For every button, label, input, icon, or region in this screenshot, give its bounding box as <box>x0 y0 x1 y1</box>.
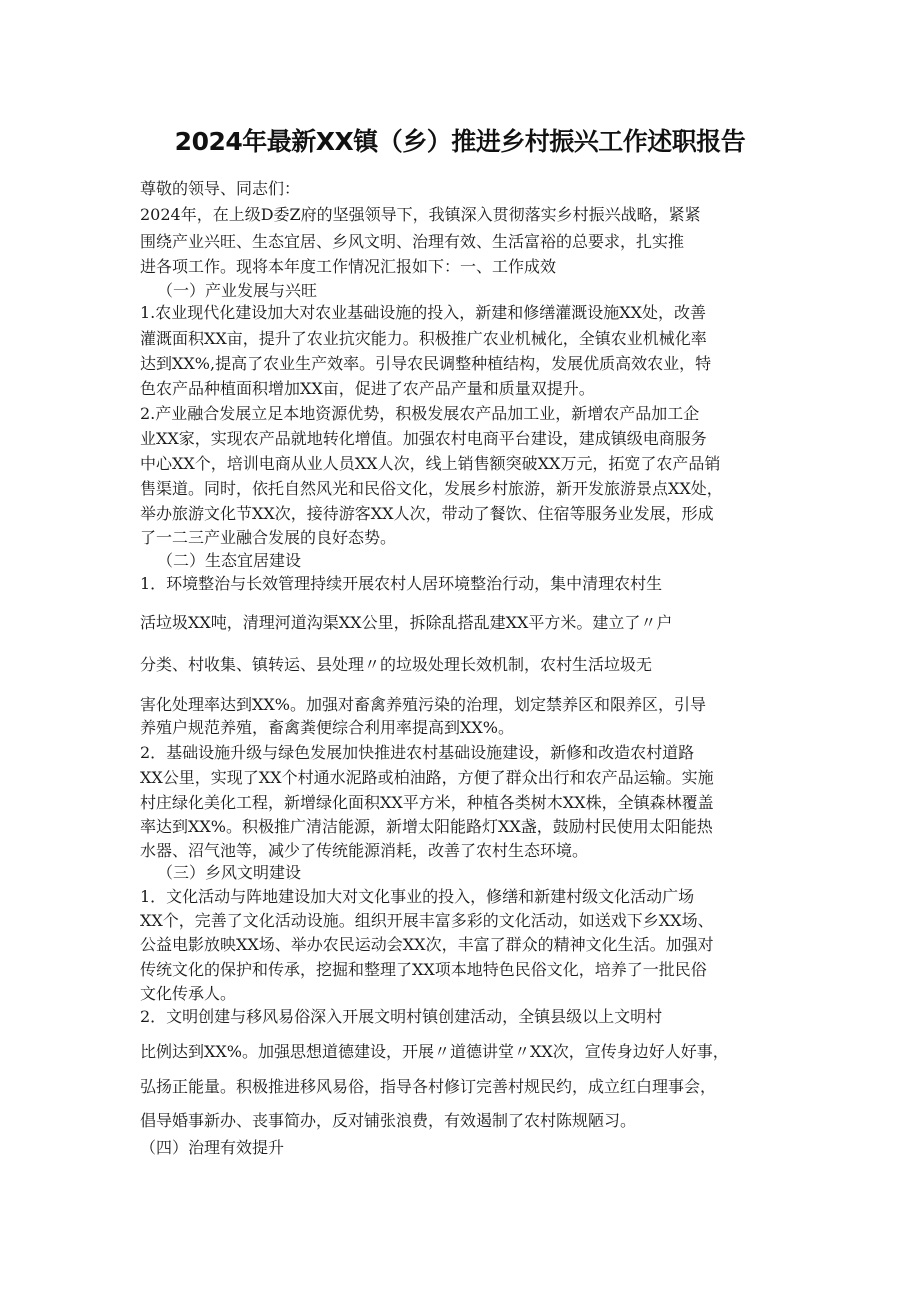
paragraph-line: 1．环境整治与长效管理持续开展农村人居环境整治行动，集中清理农村生 <box>140 574 663 593</box>
paragraph-line: 2024年，在上级D委Z府的坚强领导下，我镇深入贯彻落实乡村振兴战略，紧紧 <box>140 205 701 224</box>
paragraph-line: 害化处理率达到XX%。加强对畜禽养殖污染的治理，划定禁养区和限养区，引导 <box>140 695 706 714</box>
paragraph-line: 色农产品种植面积增加XX亩，促进了农产品产量和质量双提升。 <box>140 379 595 398</box>
paragraph-line: 比例达到XX%。加强思想道德建设，开展〃道德讲堂〃XX次，宣传身边好人好事， <box>140 1042 729 1061</box>
paragraph-line: 弘扬正能量。积极推进移风易俗，指导各村修订完善村规民约，成立红白理事会， <box>140 1077 717 1096</box>
paragraph-line: 养殖户规范养殖，畜禽粪便综合利用率提高到XX%。 <box>140 718 514 737</box>
section-heading: （四）治理有效提升 <box>140 1138 285 1157</box>
paragraph-line: 进各项工作。现将本年度工作情况汇报如下：一、工作成效 <box>140 257 557 276</box>
paragraph-line: 灌溉面积XX亩，提升了农业抗灾能力。积极推广农业机械化，全镇农业机械化率 <box>140 329 707 348</box>
paragraph-line: 举办旅游文化节XX次，接待游客XX人次，带动了餐饮、住宿等服务业发展，形成 <box>140 504 714 523</box>
paragraph-line: 中心XX个，培训电商从业人员XX人次，线上销售额突破XX万元，拓宽了农产品销 <box>140 454 721 473</box>
paragraph-line: 达到XX%,提高了农业生产效率。引导农民调整种植结构，发展优质高效农业，特 <box>140 354 712 373</box>
section-heading: （三）乡风文明建设 <box>157 863 302 882</box>
paragraph-line: 水器、沼气池等，减少了传统能源消耗，改善了农村生态环境。 <box>140 841 589 860</box>
paragraph-line: 2.产业融合发展立足本地资源优势，积极发展农产品加工业，新增农产品加工企 <box>140 404 700 423</box>
section-heading: （一）产业发展与兴旺 <box>157 281 318 300</box>
paragraph-line: XX个，完善了文化活动设施。组织开展丰富多彩的文化活动，如送戏下乡XX场、 <box>140 911 714 930</box>
paragraph-line: 1．文化活动与阵地建设加大对文化事业的投入，修缮和新建村级文化活动广场 <box>140 887 695 906</box>
paragraph-line: 活垃圾XX吨，清理河道沟渠XX公里，拆除乱搭乱建XX平方米。建立了〃户 <box>140 613 673 632</box>
paragraph-line: 2．基础设施升级与绿色发展加快推进农村基础设施建设，新修和改造农村道路 <box>140 743 695 762</box>
paragraph-line: 尊敬的领导、同志们： <box>140 179 301 198</box>
paragraph-line: 率达到XX%。积极推广清洁能源，新增太阳能路灯XX盏，鼓励村民使用太阳能热 <box>140 817 713 836</box>
paragraph-line: 业XX家，实现农产品就地转化增值。加强农村电商平台建设，建成镇级电商服务 <box>140 429 707 448</box>
paragraph-line: XX公里，实现了XX个村通水泥路或柏油路，方便了群众出行和农产品运输。实施 <box>140 768 714 787</box>
paragraph-line: 1.农业现代化建设加大对农业基础设施的投入，新建和修缮灌溉设施XX处，改善 <box>140 303 707 322</box>
document-title: 2024年最新XX镇（乡）推进乡村振兴工作述职报告 <box>174 127 746 156</box>
paragraph-line: 2．文明创建与移风易俗深入开展文明村镇创建活动，全镇县级以上文明村 <box>140 1007 663 1026</box>
paragraph-line: 公益电影放映XX场、举办农民运动会XX次，丰富了群众的精神文化生活。加强对 <box>140 935 714 954</box>
paragraph-line: 了一二三产业融合发展的良好态势。 <box>140 528 397 547</box>
paragraph-line: 围绕产业兴旺、生态宜居、乡风文明、治理有效、生活富裕的总要求，扎实推 <box>140 232 685 251</box>
section-heading: （二）生态宜居建设 <box>157 551 302 570</box>
paragraph-line: 村庄绿化美化工程，新增绿化面积XX平方米，种植各类树木XX株，全镇森林覆盖 <box>140 793 714 812</box>
paragraph-line: 售渠道。同时，依托自然风光和民俗文化，发展乡村旅游，新开发旅游景点XX处， <box>140 479 723 498</box>
paragraph-line: 传统文化的保护和传承，挖掘和整理了XX项本地特色民俗文化，培养了一批民俗 <box>140 960 707 979</box>
paragraph-line: 文化传承人。 <box>140 984 237 1003</box>
paragraph-line: 倡导婚事新办、丧事简办，反对铺张浪费，有效遏制了农村陈规陋习。 <box>140 1111 637 1130</box>
paragraph-line: 分类、村收集、镇转运、县处理〃的垃圾处理长效机制，农村生活垃圾无 <box>140 655 653 674</box>
